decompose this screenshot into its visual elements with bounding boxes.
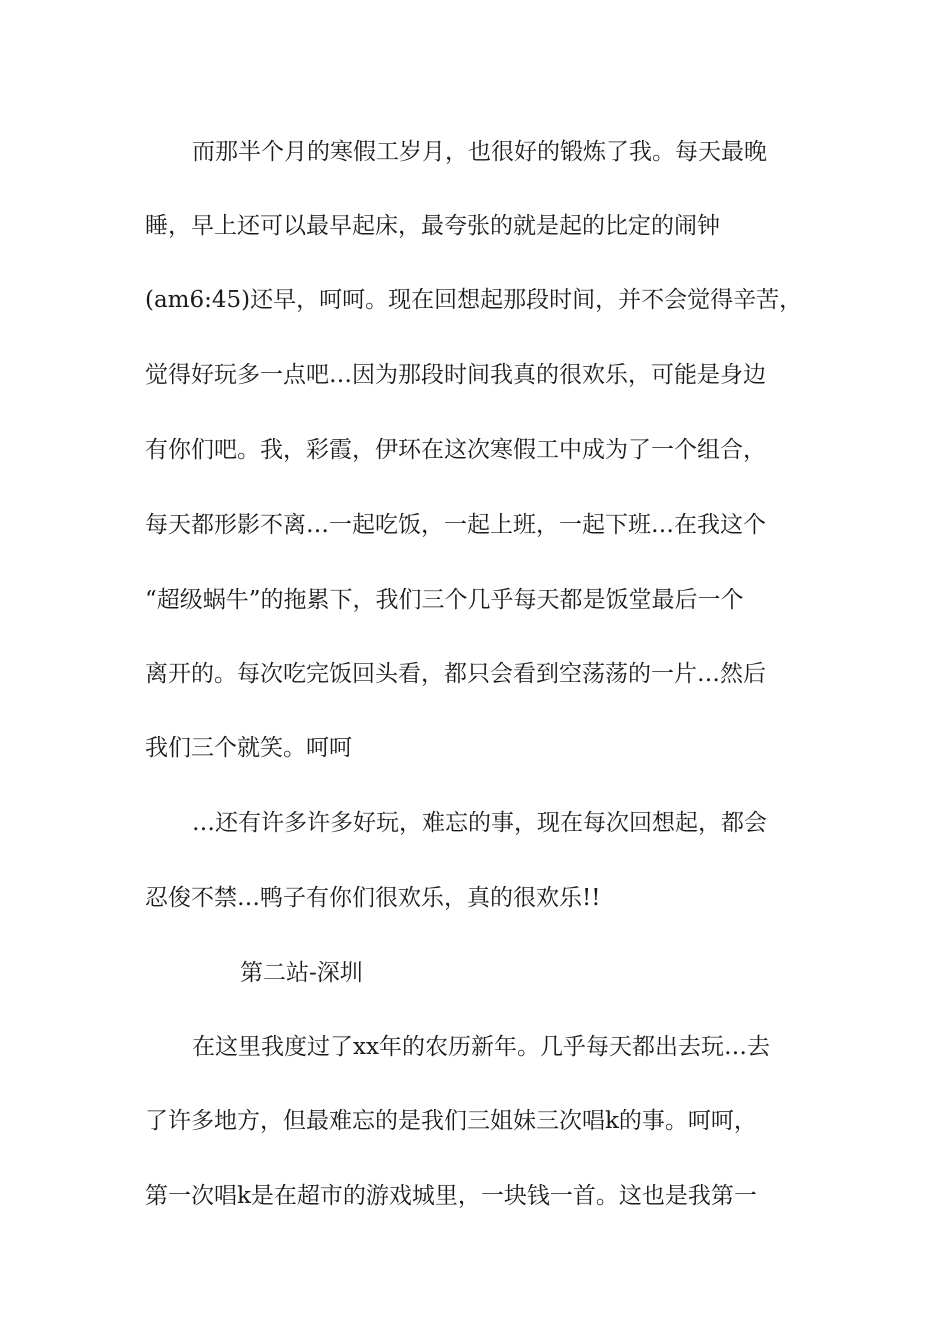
paragraph-line: 每天都形影不离…一起吃饭，一起上班，一起下班…在我这个 xyxy=(145,512,766,538)
paragraph-line: 忍俊不禁…鸭子有你们很欢乐，真的很欢乐!! xyxy=(145,885,601,911)
paragraph-line: 离开的。每次吃完饭回头看，都只会看到空荡荡的一片…然后 xyxy=(145,661,766,687)
paragraph-line: 觉得好玩多一点吧…因为那段时间我真的很欢乐，可能是身边 xyxy=(145,362,766,388)
paragraph-line: 了许多地方，但最难忘的是我们三姐妹三次唱k的事。呵呵， xyxy=(145,1108,757,1134)
paragraph-line: 我们三个就笑。呵呵 xyxy=(145,735,352,761)
paragraph-line: 有你们吧。我，彩霞，伊环在这次寒假工中成为了一个组合， xyxy=(145,437,766,463)
paragraph-line: 而那半个月的寒假工岁月，也很好的锻炼了我。每天最晚 xyxy=(192,139,767,165)
paragraph-line: 睡，早上还可以最早起床，最夸张的就是起的比定的闹钟 xyxy=(145,213,720,239)
section-heading: 第二站-深圳 xyxy=(240,960,363,986)
paragraph-line: …还有许多许多好玩，难忘的事，现在每次回想起，都会 xyxy=(192,810,767,836)
paragraph-line: 在这里我度过了xx年的农历新年。几乎每天都出去玩…去 xyxy=(192,1034,770,1060)
paragraph-line: (am6:45)还早，呵呵。现在回想起那段时间，并不会觉得辛苦， xyxy=(145,287,803,313)
paragraph-line: “超级蜗牛”的拖累下，我们三个几乎每天都是饭堂最后一个 xyxy=(145,587,744,613)
paragraph-line: 第一次唱k是在超市的游戏城里，一块钱一首。这也是我第一 xyxy=(145,1183,757,1209)
